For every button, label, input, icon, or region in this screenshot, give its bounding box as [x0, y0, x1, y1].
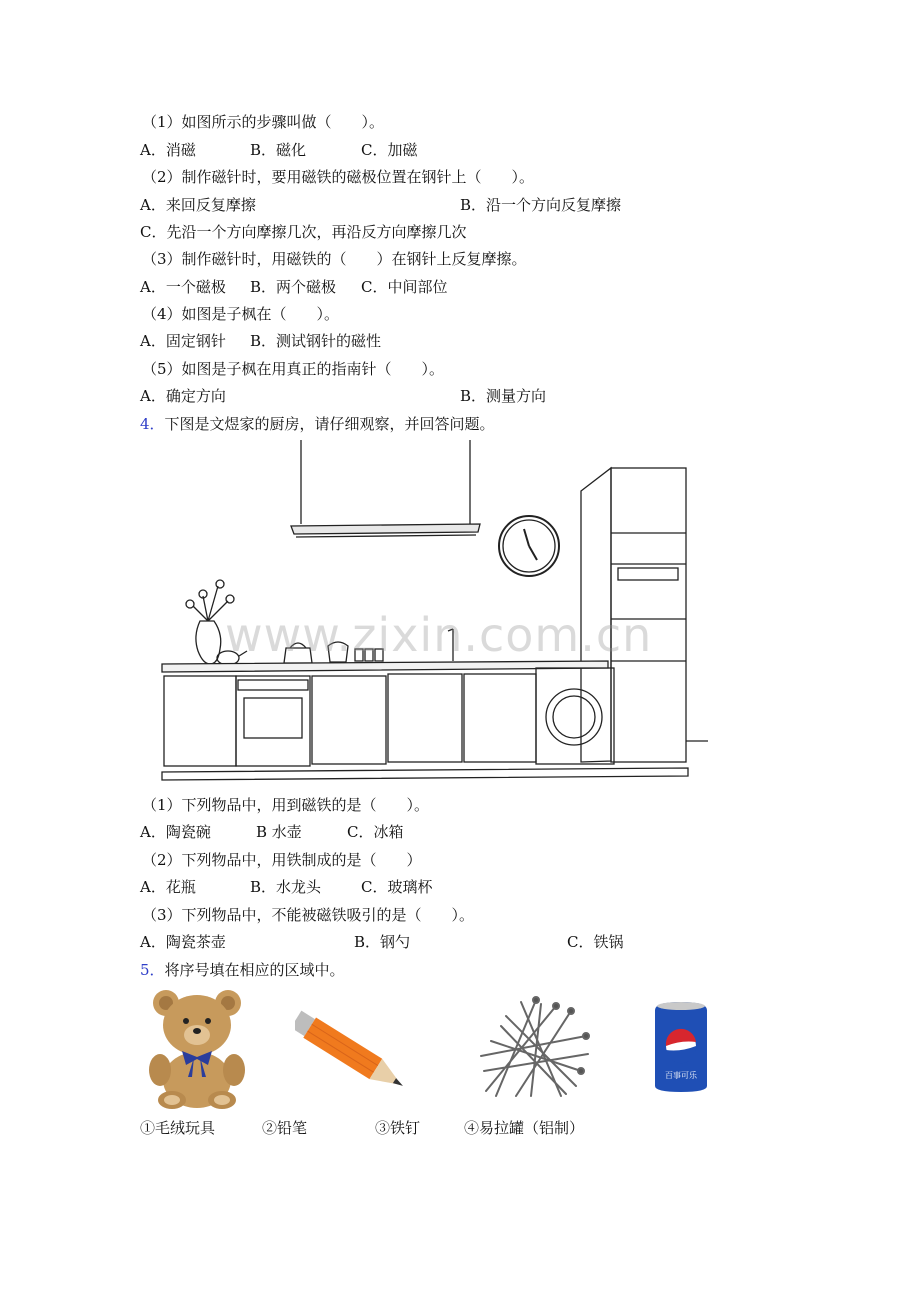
q3-s2-option-c: C．先沿一个方向摩擦几次，再沿反方向摩擦几次: [140, 223, 467, 241]
q3-s1-option-a: A．消磁: [140, 141, 196, 159]
q3-s3-option-b: B．两个磁极: [250, 278, 337, 296]
q4-s1-option-b: B 水壶: [256, 823, 302, 841]
item-caption-4: ④易拉罐（铝制）: [464, 1119, 585, 1137]
item-caption-1: ①毛绒玩具: [140, 1119, 216, 1137]
watermark: www.zixin.com.cn: [225, 608, 653, 662]
hanging-rack: [291, 440, 480, 537]
q3-s3-stem: （3）制作磁针时，用磁铁的（ ）在钢针上反复摩擦。: [142, 250, 527, 268]
q5-number: 5．: [140, 961, 165, 979]
q4-s3-option-b: B．钢勺: [354, 933, 411, 951]
q3-s1-option-b: B．磁化: [250, 141, 307, 159]
q4-s1-stem: （1）下列物品中，用到磁铁的是（ ）。: [142, 796, 430, 814]
q3-s3-option-c: C．中间部位: [361, 278, 448, 296]
q4-s2-option-c: C．玻璃杯: [361, 878, 433, 896]
pencil-image: [295, 1010, 425, 1090]
q4-s3-option-a: A．陶瓷茶壶: [140, 933, 226, 951]
wall-clock-icon: [499, 516, 559, 576]
teddy-bear-image: [142, 985, 252, 1110]
q3-s4-stem: （4）如图是子枫在（ ）。: [142, 305, 340, 323]
q3-s2-option-b: B．沿一个方向反复摩擦: [460, 196, 622, 214]
q4-s2-stem: （2）下列物品中，用铁制成的是（ ）: [142, 851, 422, 869]
q4-heading: [140, 414, 495, 434]
item-caption-3: ③铁钉: [375, 1119, 421, 1137]
q3-s5-stem: （5）如图是子枫在用真正的指南针（ ）。: [142, 360, 445, 378]
q4-s1-option-a: A．陶瓷碗: [140, 823, 211, 841]
q4-s2-option-a: A．花瓶: [140, 878, 196, 896]
q3-s5-option-a: A．确定方向: [140, 387, 226, 405]
can-label: 百事可乐: [665, 1071, 697, 1080]
q4-s3-stem: （3）下列物品中，不能被磁铁吸引的是（ ）。: [142, 906, 475, 924]
q3-s2-stem: （2）制作磁针时，要用磁铁的磁极位置在钢针上（ ）。: [142, 168, 535, 186]
q5-prompt: 将序号填在相应的区域中。: [164, 961, 345, 979]
q3-s1-stem: （1）如图所示的步骤叫做（ ）。: [142, 113, 385, 131]
q3-s3-option-a: A．一个磁极: [140, 278, 226, 296]
q4-s2-option-b: B．水龙头: [250, 878, 322, 896]
q4-prompt: 下图是文煜家的厨房，请仔细观察，并回答问题。: [164, 415, 495, 433]
lower-cabinets: [162, 668, 688, 780]
q3-s4-option-a: A．固定钢针: [140, 332, 226, 350]
q4-number: 4．: [140, 415, 165, 433]
q3-s4-option-b: B．测试钢针的磁性: [250, 332, 382, 350]
q3-s2-option-a: A．来回反复摩擦: [140, 196, 256, 214]
soda-can-image: [651, 1000, 711, 1094]
item-caption-2: ②铅笔: [262, 1119, 308, 1137]
q4-s3-option-c: C．铁锅: [567, 933, 624, 951]
q3-s5-option-b: B．测量方向: [460, 387, 547, 405]
countertop: [162, 661, 608, 672]
q5-heading: [140, 960, 345, 980]
q3-s1-option-c: C．加磁: [361, 141, 418, 159]
q4-s1-option-c: C．冰箱: [347, 823, 404, 841]
iron-nails-image: [476, 996, 591, 1101]
